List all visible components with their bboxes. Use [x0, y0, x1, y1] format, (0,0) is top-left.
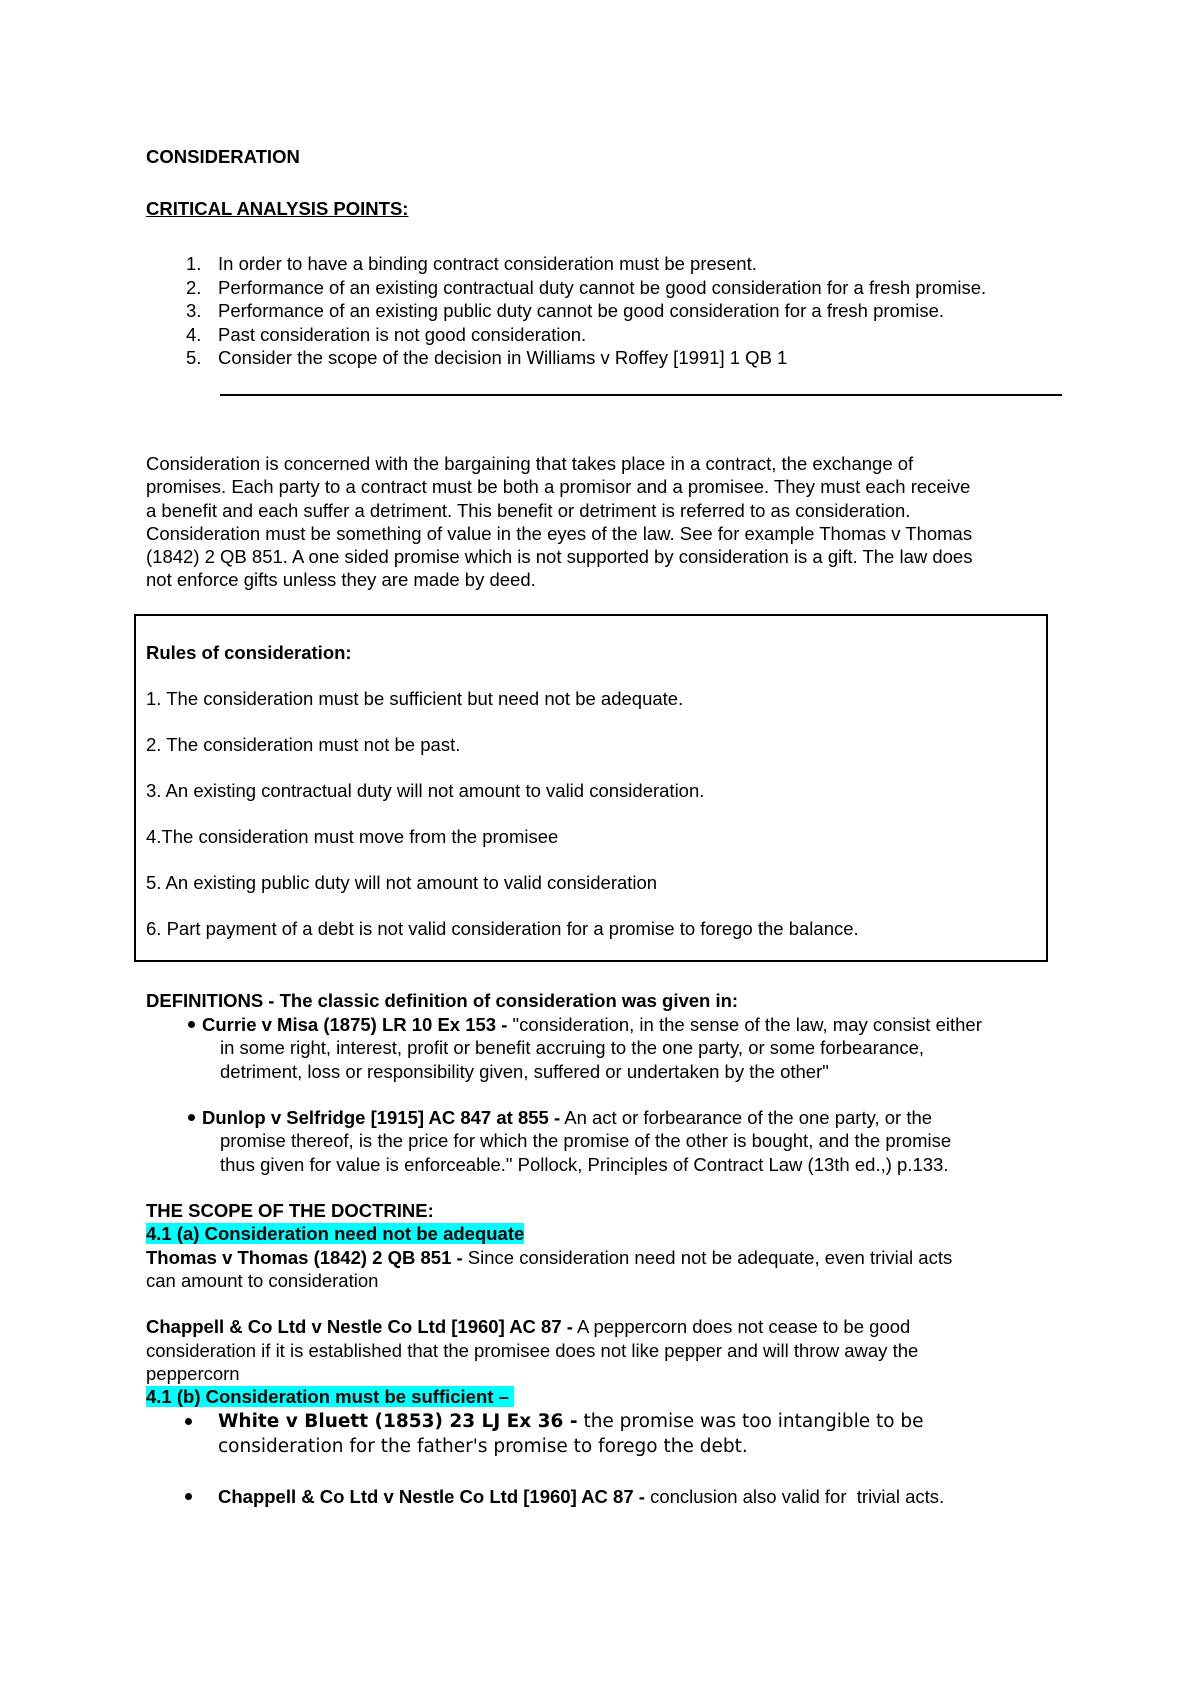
case-citation: Chappell & Co Ltd v Nestle Co Ltd [1960] AC 87 -: [146, 1316, 573, 1338]
list-item-text: Past consideration is not good consideration.: [218, 323, 587, 345]
rule-item: 1. The consideration must be sufficient but need not be adequate.: [146, 688, 684, 709]
list-item: [146, 299, 986, 323]
definition-text: "consideration, in the sense of the law, may consist either: [507, 1014, 982, 1035]
list-item-text: Consider the scope of the decision in Williams v Roffey [1991] 1 QB 1: [218, 347, 788, 368]
scope-bullet-item: [218, 1409, 924, 1459]
definition-item: [202, 1013, 982, 1083]
case-citation: Chappell & Co Ltd v Nestle Co Ltd [1960] AC 87 -: [218, 1486, 645, 1507]
bullet-icon: [185, 1493, 192, 1500]
definition-text: thus given for value is enforceable." Pollock, Principles of Contract Law (13th ed.,) p.133.: [220, 1153, 949, 1175]
critical-points-list: [146, 252, 986, 370]
rule-item: 4.The consideration must move from the promisee: [146, 826, 559, 847]
critical-analysis-heading: CRITICAL ANALYSIS POINTS:: [146, 198, 409, 219]
case-text: can amount to consideration: [146, 1269, 379, 1291]
definition-text: promise thereof, is the price for which the promise of the other is bought, and the promise: [220, 1130, 952, 1152]
bullet-icon: [185, 1418, 192, 1425]
list-item-number: 4.: [186, 323, 202, 345]
list-item: [146, 252, 986, 276]
rule-item: 2. The consideration must not be past.: [146, 734, 461, 755]
definitions-heading: DEFINITIONS - The classic definition of consideration was given in:: [146, 990, 739, 1011]
rules-heading: Rules of consideration:: [146, 642, 352, 663]
case-citation: White v Bluett (1853) 23 LJ Ex 36 -: [218, 1411, 578, 1432]
case-text: the promise was too intangible to be: [577, 1411, 924, 1432]
rule-item: 3. An existing contractual duty will not amount to valid consideration.: [146, 780, 705, 801]
scope-bullet-item: [218, 1485, 944, 1508]
definition-text: detriment, loss or responsibility given, suffered or undertaken by the other": [220, 1060, 829, 1082]
list-item: [146, 276, 986, 300]
document-title: CONSIDERATION: [146, 146, 300, 167]
list-item-number: 3.: [186, 300, 202, 321]
list-item-number: 2.: [186, 276, 202, 298]
paragraph-line: Consideration is concerned with the bargaining that takes place in a contract, the exchange of: [146, 453, 914, 474]
rule-item: 6. Part payment of a debt is not valid consideration for a promise to forego the balance.: [146, 918, 859, 939]
list-item-text: In order to have a binding contract consideration must be present.: [218, 253, 757, 274]
case-citation: Thomas v Thomas (1842) 2 QB 851 -: [146, 1246, 463, 1268]
list-item: [146, 323, 986, 347]
case-text: A peppercorn does not cease to be good: [572, 1316, 911, 1338]
definition-text: in some right, interest, profit or benefit accruing to the one party, or some forbearance,: [220, 1037, 925, 1059]
case-text: Since consideration need not be adequate, even trivial acts: [462, 1246, 953, 1268]
list-item-text: Performance of an existing contractual duty cannot be good consideration for a fresh promise.: [218, 276, 987, 298]
intro-paragraph: [146, 452, 972, 592]
paragraph-line: a benefit and each suffer a detriment. This benefit or detriment is referred to as consideration.: [146, 499, 911, 521]
case-text: peppercorn: [146, 1363, 240, 1385]
bullet-icon: [188, 1114, 195, 1121]
case-citation: Currie v Misa (1875) LR 10 Ex 153 -: [202, 1014, 508, 1035]
highlighted-subheading: 4.1 (b) Consideration must be sufficient –: [146, 1386, 514, 1408]
scope-heading: THE SCOPE OF THE DOCTRINE:: [146, 1200, 434, 1221]
scope-section: [146, 1199, 952, 1409]
list-item-number: 1.: [186, 253, 202, 274]
list-item-number: 5.: [186, 347, 202, 368]
case-text: consideration for the father's promise to forego the debt.: [218, 1436, 748, 1457]
bullet-icon: [188, 1021, 195, 1028]
highlighted-subheading: 4.1 (a) Consideration need not be adequate: [146, 1223, 525, 1245]
list-item-text: Performance of an existing public duty cannot be good consideration for a fresh promise.: [218, 300, 945, 321]
definition-item: [202, 1106, 951, 1176]
paragraph-line: promises. Each party to a contract must be both a promisor and a promisee. They must each receive: [146, 476, 971, 498]
case-text: consideration if it is established that the promisee does not like pepper and will throw away the: [146, 1339, 919, 1361]
rule-item: 5. An existing public duty will not amount to valid consideration: [146, 872, 658, 893]
paragraph-line: not enforce gifts unless they are made by deed.: [146, 569, 536, 591]
definition-text: An act or forbearance of the one party, or the: [560, 1107, 933, 1128]
case-text: conclusion also valid for trivial acts.: [644, 1486, 945, 1507]
paragraph-line: Consideration must be something of value in the eyes of the law. See for example Thomas v Thomas: [146, 522, 973, 544]
list-item: [146, 346, 986, 370]
paragraph-line: (1842) 2 QB 851. A one sided promise which is not supported by consideration is a gift. The law does: [146, 546, 973, 568]
horizontal-rule: [220, 394, 1062, 396]
case-citation: Dunlop v Selfridge [1915] AC 847 at 855 -: [202, 1107, 561, 1128]
